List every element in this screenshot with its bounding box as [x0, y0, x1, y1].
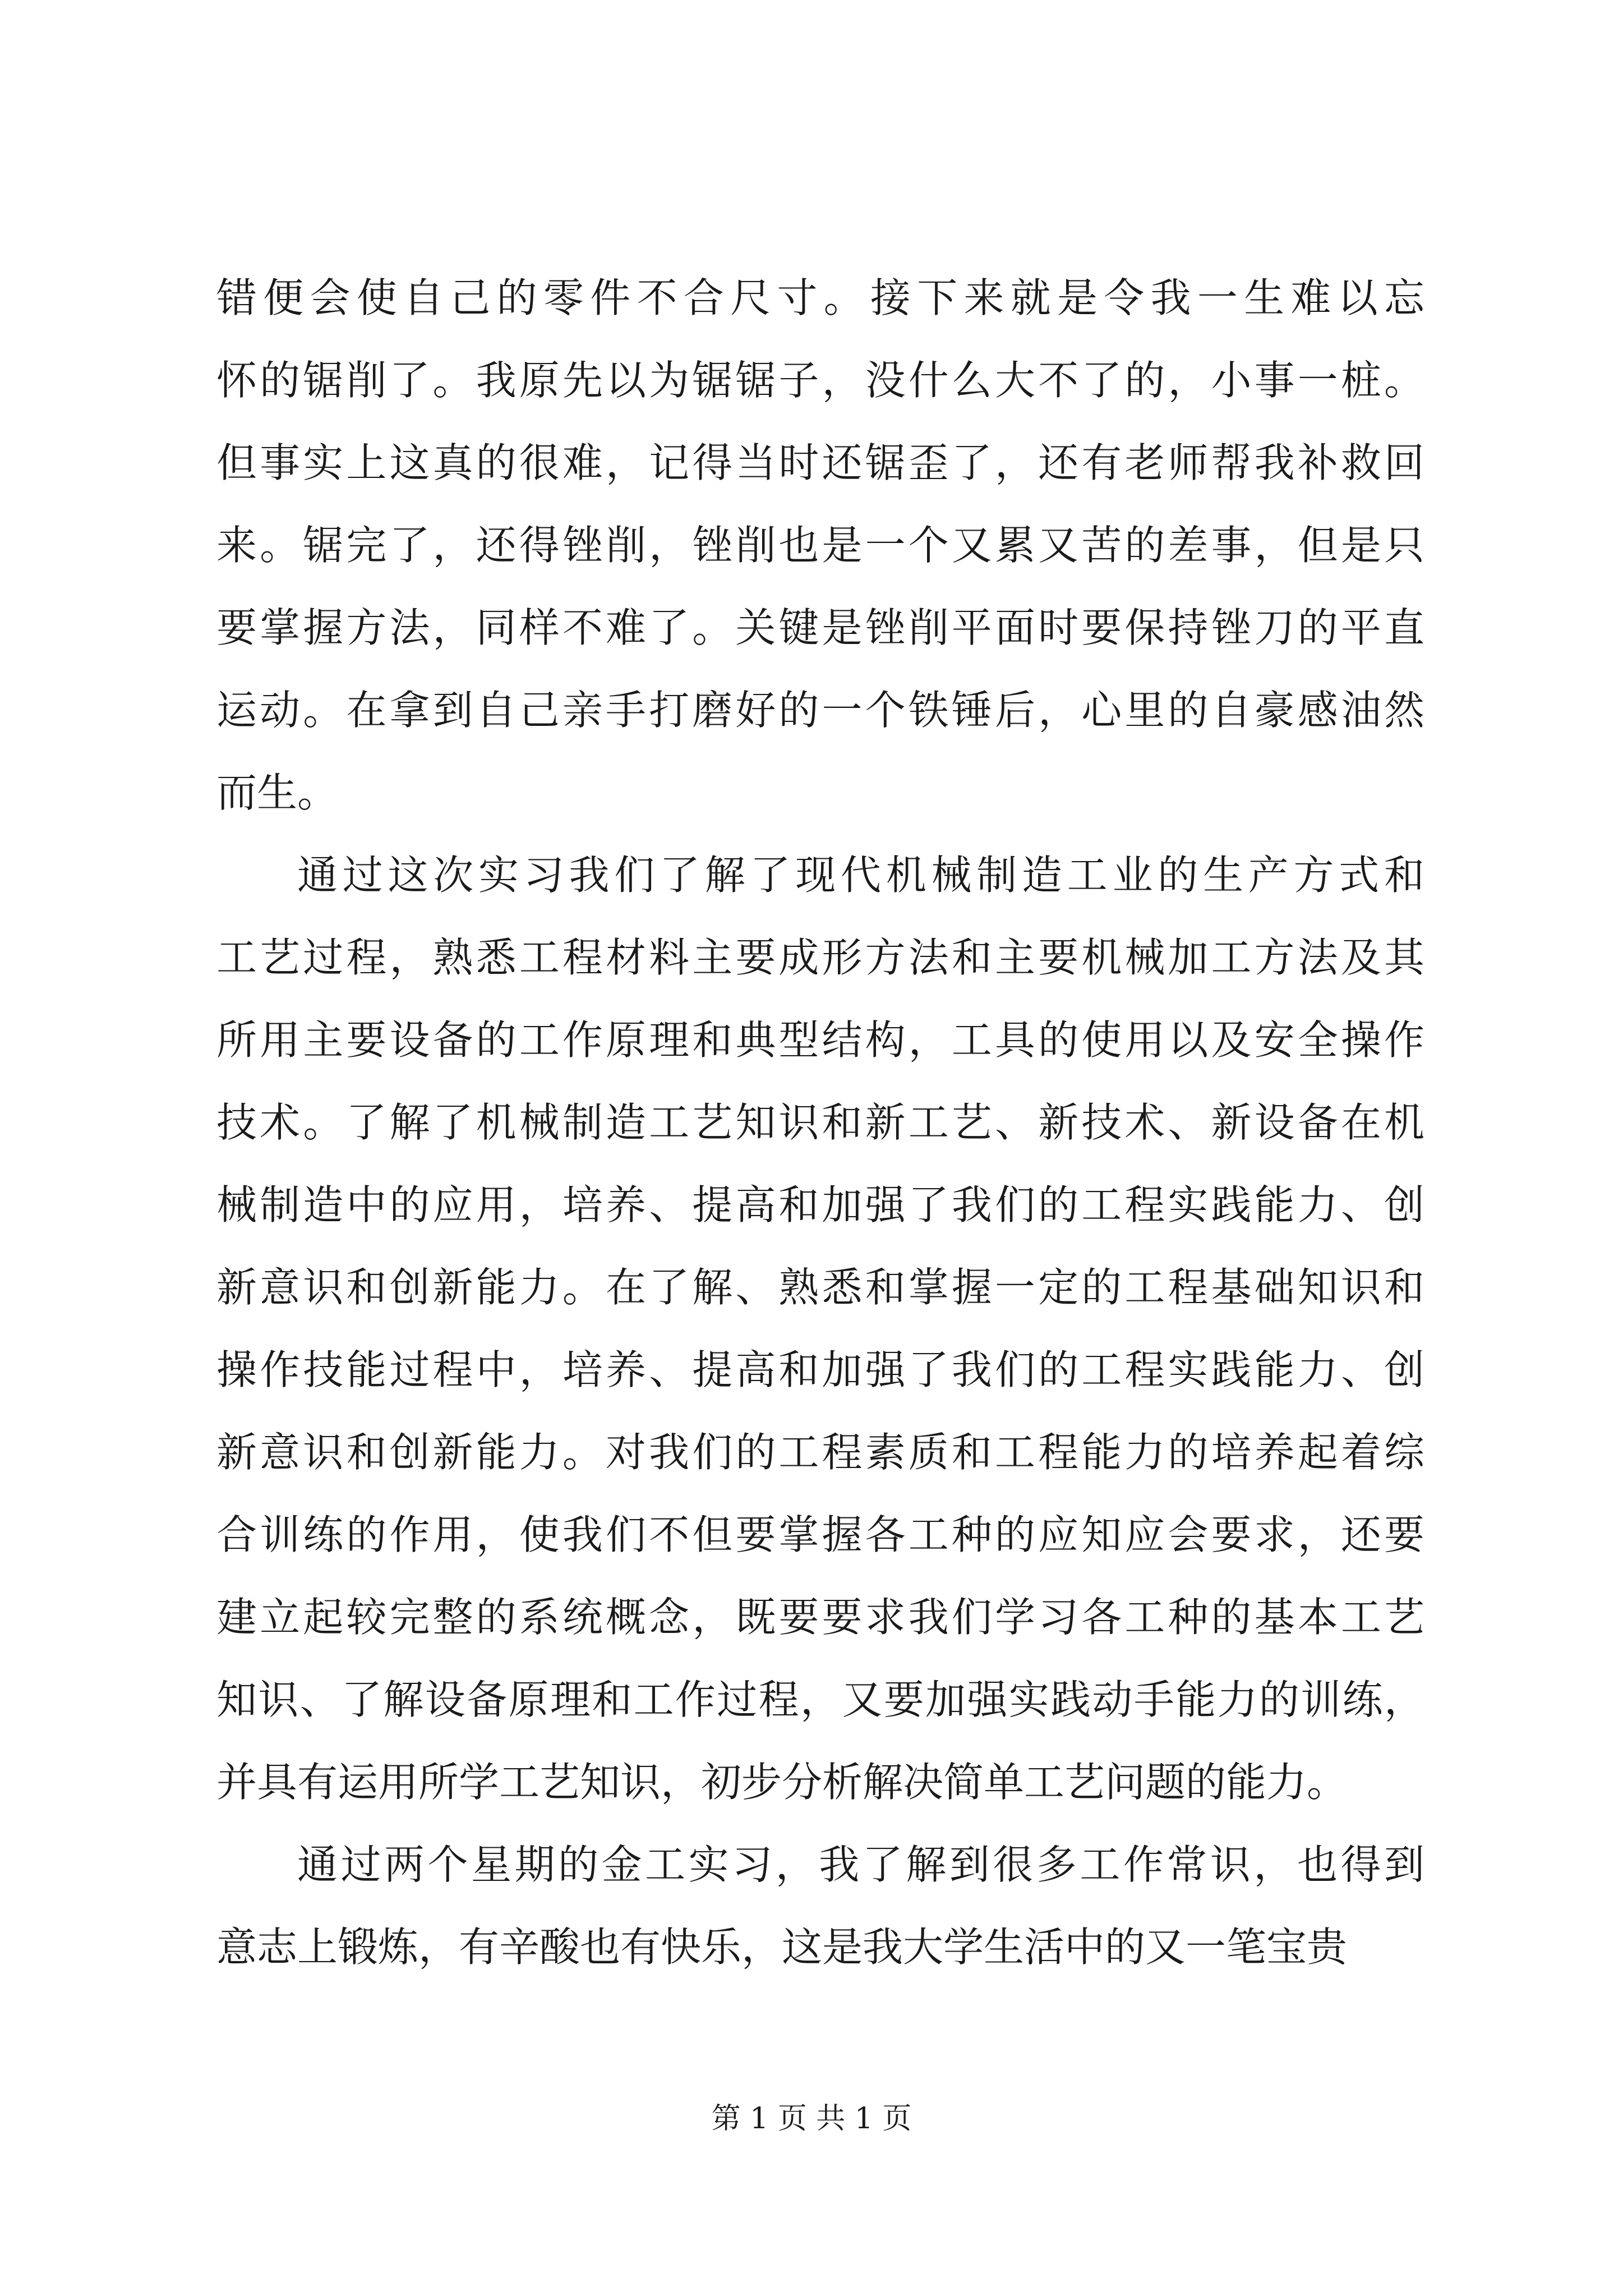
text-line: 操作技能过程中，培养、提高和加强了我们的工程实践能力、创	[216, 1346, 1424, 1393]
text-line: 知识、了解设备原理和工作过程，又要加强实践动手能力的训练，	[216, 1676, 1424, 1723]
text-line: 械制造中的应用，培养、提高和加强了我们的工程实践能力、创	[216, 1181, 1424, 1228]
text-line: 来。锯完了，还得锉削，锉削也是一个又累又苦的差事，但是只	[216, 522, 1424, 569]
text-line: 技术。了解了机械制造工艺知识和新工艺、新技术、新设备在机	[216, 1099, 1424, 1146]
text-line: 而生。	[216, 769, 338, 816]
text-line: 所用主要设备的工作原理和典型结构，工具的使用以及安全操作	[216, 1016, 1424, 1064]
text-line: 要掌握方法，同样不难了。关键是锉削平面时要保持锉刀的平直	[216, 604, 1424, 651]
text-line: 意志上锻炼，有辛酸也有快乐，这是我大学生活中的又一笔宝贵	[216, 1924, 1348, 1971]
text-line: 但事实上这真的很难，记得当时还锯歪了，还有老师帮我补救回	[216, 439, 1424, 486]
text-line: 合训练的作用，使我们不但要掌握各工种的应知应会要求，还要	[216, 1511, 1424, 1558]
paragraph-first-line: 通过这次实习我们了解了现代机械制造工业的生产方式和	[297, 852, 1424, 899]
paragraph-first-line: 通过两个星期的金工实习，我了解到很多工作常识，也得到	[297, 1841, 1424, 1888]
text-line: 新意识和创新能力。在了解、熟悉和掌握一定的工程基础知识和	[216, 1264, 1424, 1311]
text-line: 怀的锯削了。我原先以为锯锯子，没什么大不了的，小事一桩。	[216, 357, 1424, 404]
text-line: 并具有运用所学工艺知识，初步分析解决简单工艺问题的能力。	[216, 1759, 1348, 1806]
text-line: 运动。在拿到自己亲手打磨好的一个铁锤后，心里的自豪感油然	[216, 687, 1424, 734]
text-line: 错便会使自己的零件不合尺寸。接下来就是令我一生难以忘	[216, 274, 1424, 321]
page-number-footer: 第 1 页 共 1 页	[711, 2102, 912, 2136]
document-body	[216, 257, 1424, 1989]
text-line: 工艺过程，熟悉工程材料主要成形方法和主要机械加工方法及其	[216, 934, 1424, 981]
text-line: 建立起较完整的系统概念，既要要求我们学习各工种的基本工艺	[216, 1594, 1424, 1641]
text-line: 新意识和创新能力。对我们的工程素质和工程能力的培养起着综	[216, 1429, 1424, 1476]
